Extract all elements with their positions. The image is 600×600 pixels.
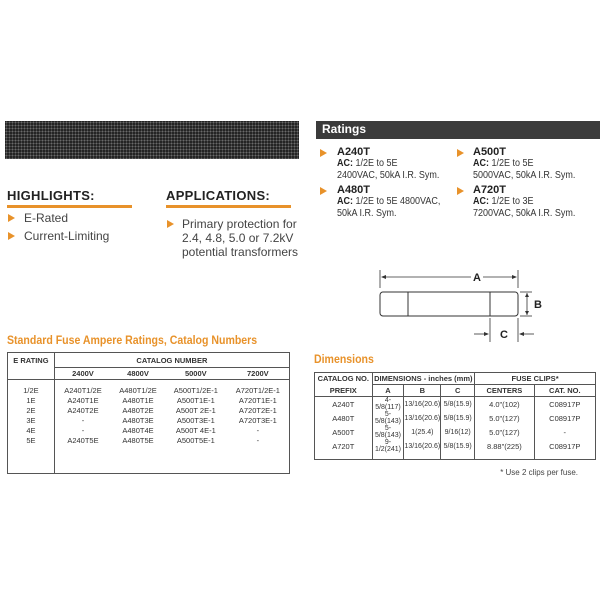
cell-cat: - xyxy=(563,427,567,437)
cell-e: 1E xyxy=(8,396,55,406)
cell: A240T2E xyxy=(67,406,99,415)
cell: A500T5E-1 xyxy=(176,436,215,445)
cell: A720T3E-1 xyxy=(238,416,277,425)
cell-c: 5/8(15.9) xyxy=(441,411,475,425)
cell-e: 3E xyxy=(8,416,55,426)
header-centers: CENTERS xyxy=(475,385,534,397)
arrow-icon xyxy=(457,149,464,157)
cell-b: 13/16(20.6) xyxy=(404,397,441,412)
cell: - xyxy=(81,426,85,435)
rating-line1: AC: 1/2E to 3E xyxy=(473,196,534,207)
applications-line: 2.4, 4.8, 5.0 or 7.2kV xyxy=(182,231,294,245)
standard-table-title: Standard Fuse Ampere Ratings, Catalog Numbers xyxy=(7,333,258,347)
cell-centers: 5.0"(127) xyxy=(475,411,534,425)
cell-cat: C08917P xyxy=(549,413,581,423)
header-voltage: 4800V xyxy=(111,368,165,380)
rating-name: A500T xyxy=(473,146,507,158)
cell-e: 1/2E xyxy=(8,386,55,396)
header-catalog-no: CATALOG NO. xyxy=(315,373,373,385)
table-row xyxy=(315,439,596,453)
table-row xyxy=(8,386,290,396)
cell: A240T1/2E xyxy=(64,386,102,395)
cell-cat: C08917P xyxy=(549,399,581,409)
cell-e: 2E xyxy=(8,406,55,416)
arrow-icon xyxy=(167,220,174,228)
rating-line2: 2400VAC, 50kA I.R. Sym. xyxy=(337,170,440,181)
header-voltage: 7200V xyxy=(227,368,290,380)
header-voltage: 5000V xyxy=(165,368,227,380)
rating-line1: AC: 1/2E to 5E 4800VAC, xyxy=(337,196,441,207)
cell: A480T3E xyxy=(122,416,154,425)
cell: A720T1/2E-1 xyxy=(235,386,280,395)
cell-c: 9/16(12) xyxy=(441,425,475,439)
applications-line: potential transformers xyxy=(182,245,299,259)
cell: - xyxy=(256,436,260,445)
table-row xyxy=(315,425,596,439)
arrow-icon xyxy=(320,149,327,157)
header-catalog-number: CATALOG NUMBER xyxy=(54,353,289,368)
arrow-icon xyxy=(8,232,15,240)
cell: - xyxy=(256,426,260,435)
label-a: A xyxy=(473,272,481,284)
applications-underline xyxy=(166,205,291,208)
table-row xyxy=(8,396,290,406)
label-b: B xyxy=(534,299,542,311)
fuse-clip-note: * Use 2 clips per fuse. xyxy=(500,468,578,477)
arrow-icon xyxy=(8,214,15,222)
cell-prefix: A240T xyxy=(315,397,373,412)
cell: A500T 4E-1 xyxy=(175,426,216,435)
header-dimensions: DIMENSIONS - inches (mm) xyxy=(372,373,475,385)
cell-centers: 8.88"(225) xyxy=(475,439,534,453)
cell-centers: 5.0"(127) xyxy=(475,425,534,439)
cell: A240T1E xyxy=(67,396,99,405)
header-e-rating: E RATING xyxy=(8,353,55,368)
applications-line: Primary protection for xyxy=(182,217,297,231)
dimensions-title: Dimensions xyxy=(314,352,374,366)
cell: A480T1E xyxy=(122,396,154,405)
table-row xyxy=(315,397,596,412)
product-image xyxy=(5,121,299,159)
fuse-dimension-diagram xyxy=(370,262,550,352)
highlights-title: HIGHLIGHTS: xyxy=(7,188,95,203)
cell-a: 5-5/8(143) xyxy=(372,425,404,439)
cell: A480T4E xyxy=(122,426,154,435)
cell-centers: 4.0"(102) xyxy=(475,397,534,412)
cell-b: 13/16(20.6) xyxy=(404,411,441,425)
rating-line1: AC: 1/2E to 5E xyxy=(473,158,534,169)
dimensions-table xyxy=(314,372,596,460)
table-row xyxy=(8,436,290,446)
ratings-title: Ratings xyxy=(322,122,367,136)
rating-name: A480T xyxy=(337,184,371,196)
cell: A480T2E xyxy=(122,406,154,415)
highlights-underline xyxy=(7,205,132,208)
header-cat-no: CAT. NO. xyxy=(534,385,595,397)
cell: A500T1E-1 xyxy=(176,396,215,405)
table-row xyxy=(8,416,290,426)
label-c: C xyxy=(500,329,508,341)
cell-c: 5/8(15.9) xyxy=(441,439,475,453)
cell: A480T1/2E xyxy=(119,386,157,395)
arrow-icon xyxy=(320,187,327,195)
cell: A500T 2E-1 xyxy=(175,406,216,415)
cell: A500T3E-1 xyxy=(176,416,215,425)
cell-b: 13/16(20.6) xyxy=(404,439,441,453)
cell: A480T5E xyxy=(122,436,154,445)
header-b: B xyxy=(404,385,441,397)
cell-cat: C08917P xyxy=(549,441,581,451)
table-row xyxy=(8,426,290,436)
cell: A240T5E xyxy=(67,436,99,445)
cell-prefix: A500T xyxy=(315,425,373,439)
cell-a: 9-1/2(241) xyxy=(372,439,404,453)
table-row xyxy=(315,411,596,425)
cell: A500T1/2E-1 xyxy=(173,386,218,395)
header-fuse-clips: FUSE CLIPS* xyxy=(475,373,596,385)
cell-b: 1(25.4) xyxy=(404,425,441,439)
table-row xyxy=(8,406,290,416)
cell-a: 5-5/8(143) xyxy=(372,411,404,425)
header-a: A xyxy=(372,385,404,397)
standard-fuse-table xyxy=(7,352,290,474)
applications-text xyxy=(182,217,298,259)
header-c: C xyxy=(441,385,475,397)
cell-e: 4E xyxy=(8,426,55,436)
cell-c: 5/8(15.9) xyxy=(441,397,475,412)
header-voltage: 2400V xyxy=(54,368,111,380)
cell-e: 5E xyxy=(8,436,55,446)
rating-name: A240T xyxy=(337,146,371,158)
cell-prefix: A480T xyxy=(315,411,373,425)
highlight-item: E-Rated xyxy=(24,211,69,225)
header-prefix: PREFIX xyxy=(315,385,373,397)
cell: A720T2E-1 xyxy=(238,406,277,415)
rating-line2: 7200VAC, 50kA I.R. Sym. xyxy=(473,208,576,219)
header-blank xyxy=(8,368,55,380)
rating-name: A720T xyxy=(473,184,507,196)
highlight-item: Current-Limiting xyxy=(24,229,110,243)
cell: A720T1E-1 xyxy=(238,396,277,405)
rating-line2: 50kA I.R. Sym. xyxy=(337,208,397,219)
cell-a: 4-5/8(117) xyxy=(372,397,404,412)
rating-line2: 5000VAC, 50kA I.R. Sym. xyxy=(473,170,576,181)
applications-title: APPLICATIONS: xyxy=(166,188,271,203)
rating-line1: AC: 1/2E to 5E xyxy=(337,158,398,169)
cell: - xyxy=(81,416,85,425)
cell-prefix: A720T xyxy=(315,439,373,453)
arrow-icon xyxy=(457,187,464,195)
